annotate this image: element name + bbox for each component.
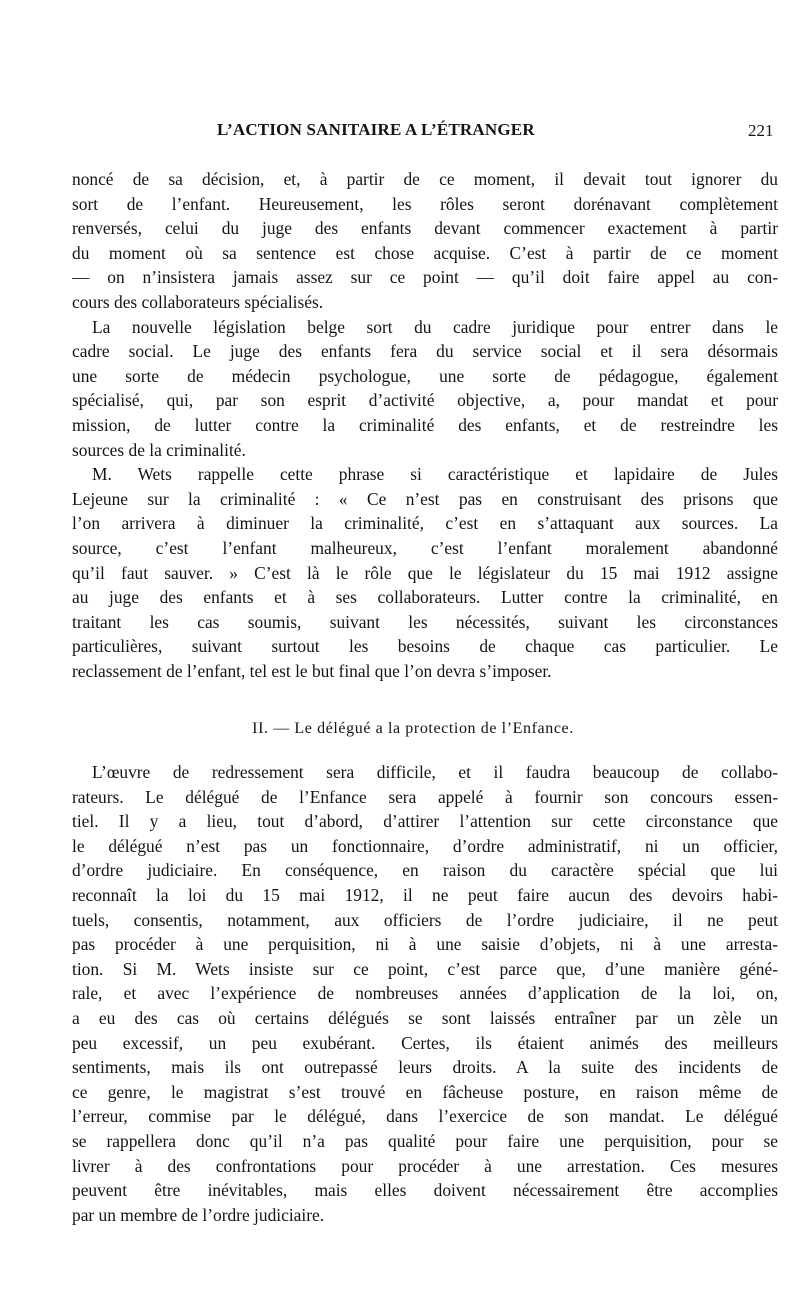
text-line: M. Wets rappelle cette phrase si caractéristique et lapidaire de Jules: [92, 464, 778, 485]
text-line: peu excessif, un peu exubérant. Certes, ils étaient animés des meilleurs: [72, 1032, 778, 1053]
text-line: cadre social. Le juge des enfants fera du service social et il sera désormais: [72, 341, 778, 362]
running-head: [0, 120, 800, 144]
text-line: cours des collaborateurs spécialisés.: [72, 291, 324, 312]
text-line: peuvent être inévitables, mais elles doivent nécessairement être accomplies: [72, 1180, 778, 1201]
text-line: rale, et avec l’expérience de nombreuses années d’application de la loi, on,: [72, 983, 778, 1004]
text-line: livrer à des confrontations pour procéder à une arrestation. Ces mesures: [72, 1155, 778, 1176]
page-number: 221: [748, 121, 774, 140]
text-line: du moment où sa sentence est chose acquise. C’est à partir de ce moment: [72, 242, 778, 263]
text-line: se rappellera donc qu’il n’a pas qualité pour faire une perquisition, pour se: [72, 1130, 778, 1151]
text-block-2: [72, 760, 778, 1227]
text-line: a eu des cas où certains délégués se sont laissés entraîner par un zèle un: [72, 1007, 778, 1028]
text-line: source, c’est l’enfant malheureux, c’est l’enfant moralement abandonné: [72, 537, 778, 558]
text-line: tion. Si M. Wets insiste sur ce point, c’est parce que, d’une manière géné-: [72, 958, 778, 979]
text-line: sentiments, mais ils ont outrepassé leurs droits. A la suite des incidents de: [72, 1057, 778, 1078]
text-line: l’erreur, commise par le délégué, dans l’exercice de son mandat. Le délégué: [72, 1106, 778, 1127]
text-line: au juge des enfants et à ses collaborateurs. Lutter contre la criminalité, en: [72, 587, 778, 608]
text-line: tiel. Il y a lieu, tout d’abord, d’attirer l’attention sur cette circonstance que: [72, 811, 778, 832]
text-line: reconnaît la loi du 15 mai 1912, il ne peut faire aucun des devoirs habi-: [72, 884, 778, 905]
text-line: rateurs. Le délégué de l’Enfance sera appelé à fournir son concours essen-: [72, 786, 778, 807]
text-line: le délégué n’est pas un fonctionnaire, d’ordre administratif, ni un officier,: [72, 835, 778, 856]
text-line: renversés, celui du juge des enfants devant commencer exactement à partir: [72, 218, 778, 239]
text-line: d’ordre judiciaire. En conséquence, en raison du caractère spécial que lui: [72, 860, 778, 881]
text-line: Lejeune sur la criminalité : « Ce n’est pas en construisant des prisons que: [72, 488, 778, 509]
text-line: reclassement de l’enfant, tel est le but final que l’on devra s’imposer.: [72, 660, 552, 681]
text-line: traitant les cas soumis, suivant les nécessités, suivant les circonstances: [72, 611, 778, 632]
text-line: mission, de lutter contre la criminalité des enfants, et de restreindre les: [72, 414, 778, 435]
text-line: sort de l’enfant. Heureusement, les rôles seront dorénavant complètement: [72, 193, 778, 214]
text-line: une sorte de médecin psychologue, une sorte de pédagogue, également: [72, 365, 778, 386]
text-line: pas procéder à une perquisition, ni à une saisie d’objets, ni à une arresta-: [72, 934, 778, 955]
text-line: particulières, suivant surtout les besoins de chaque cas particulier. Le: [72, 636, 778, 657]
text-line: sources de la criminalité.: [72, 439, 246, 460]
text-line: noncé de sa décision, et, à partir de ce moment, il devait tout ignorer du: [72, 169, 778, 189]
text-line: ce genre, le magistrat s’est trouvé en fâcheuse posture, en raison même de: [72, 1081, 778, 1102]
section-heading: II. — Le délégué a la protection de l’Enfance.: [252, 720, 574, 737]
running-title: L’ACTION SANITAIRE A L’ÉTRANGER: [217, 120, 535, 139]
text-line: La nouvelle législation belge sort du cadre juridique pour entrer dans le: [92, 316, 778, 337]
text-line: par un membre de l’ordre judiciaire.: [72, 1204, 325, 1225]
text-line: — on n’insistera jamais assez sur ce point — qu’il doit faire appel au con-: [72, 267, 778, 288]
text-block-1: [72, 167, 778, 683]
text-line: l’on arrivera à diminuer la criminalité, c’est en s’attaquant aux sources. La: [72, 513, 778, 534]
text-line: tuels, consentis, notamment, aux officiers de l’ordre judiciaire, il ne peut: [72, 909, 778, 930]
text-line: spécialisé, qui, par son esprit d’activité objective, a, pour mandat et pour: [72, 390, 778, 411]
text-line: L’œuvre de redressement sera difficile, et il faudra beaucoup de collabo-: [92, 762, 778, 782]
text-line: qu’il faut sauver. » C’est là le rôle que le législateur du 15 mai 1912 assigne: [72, 562, 778, 583]
